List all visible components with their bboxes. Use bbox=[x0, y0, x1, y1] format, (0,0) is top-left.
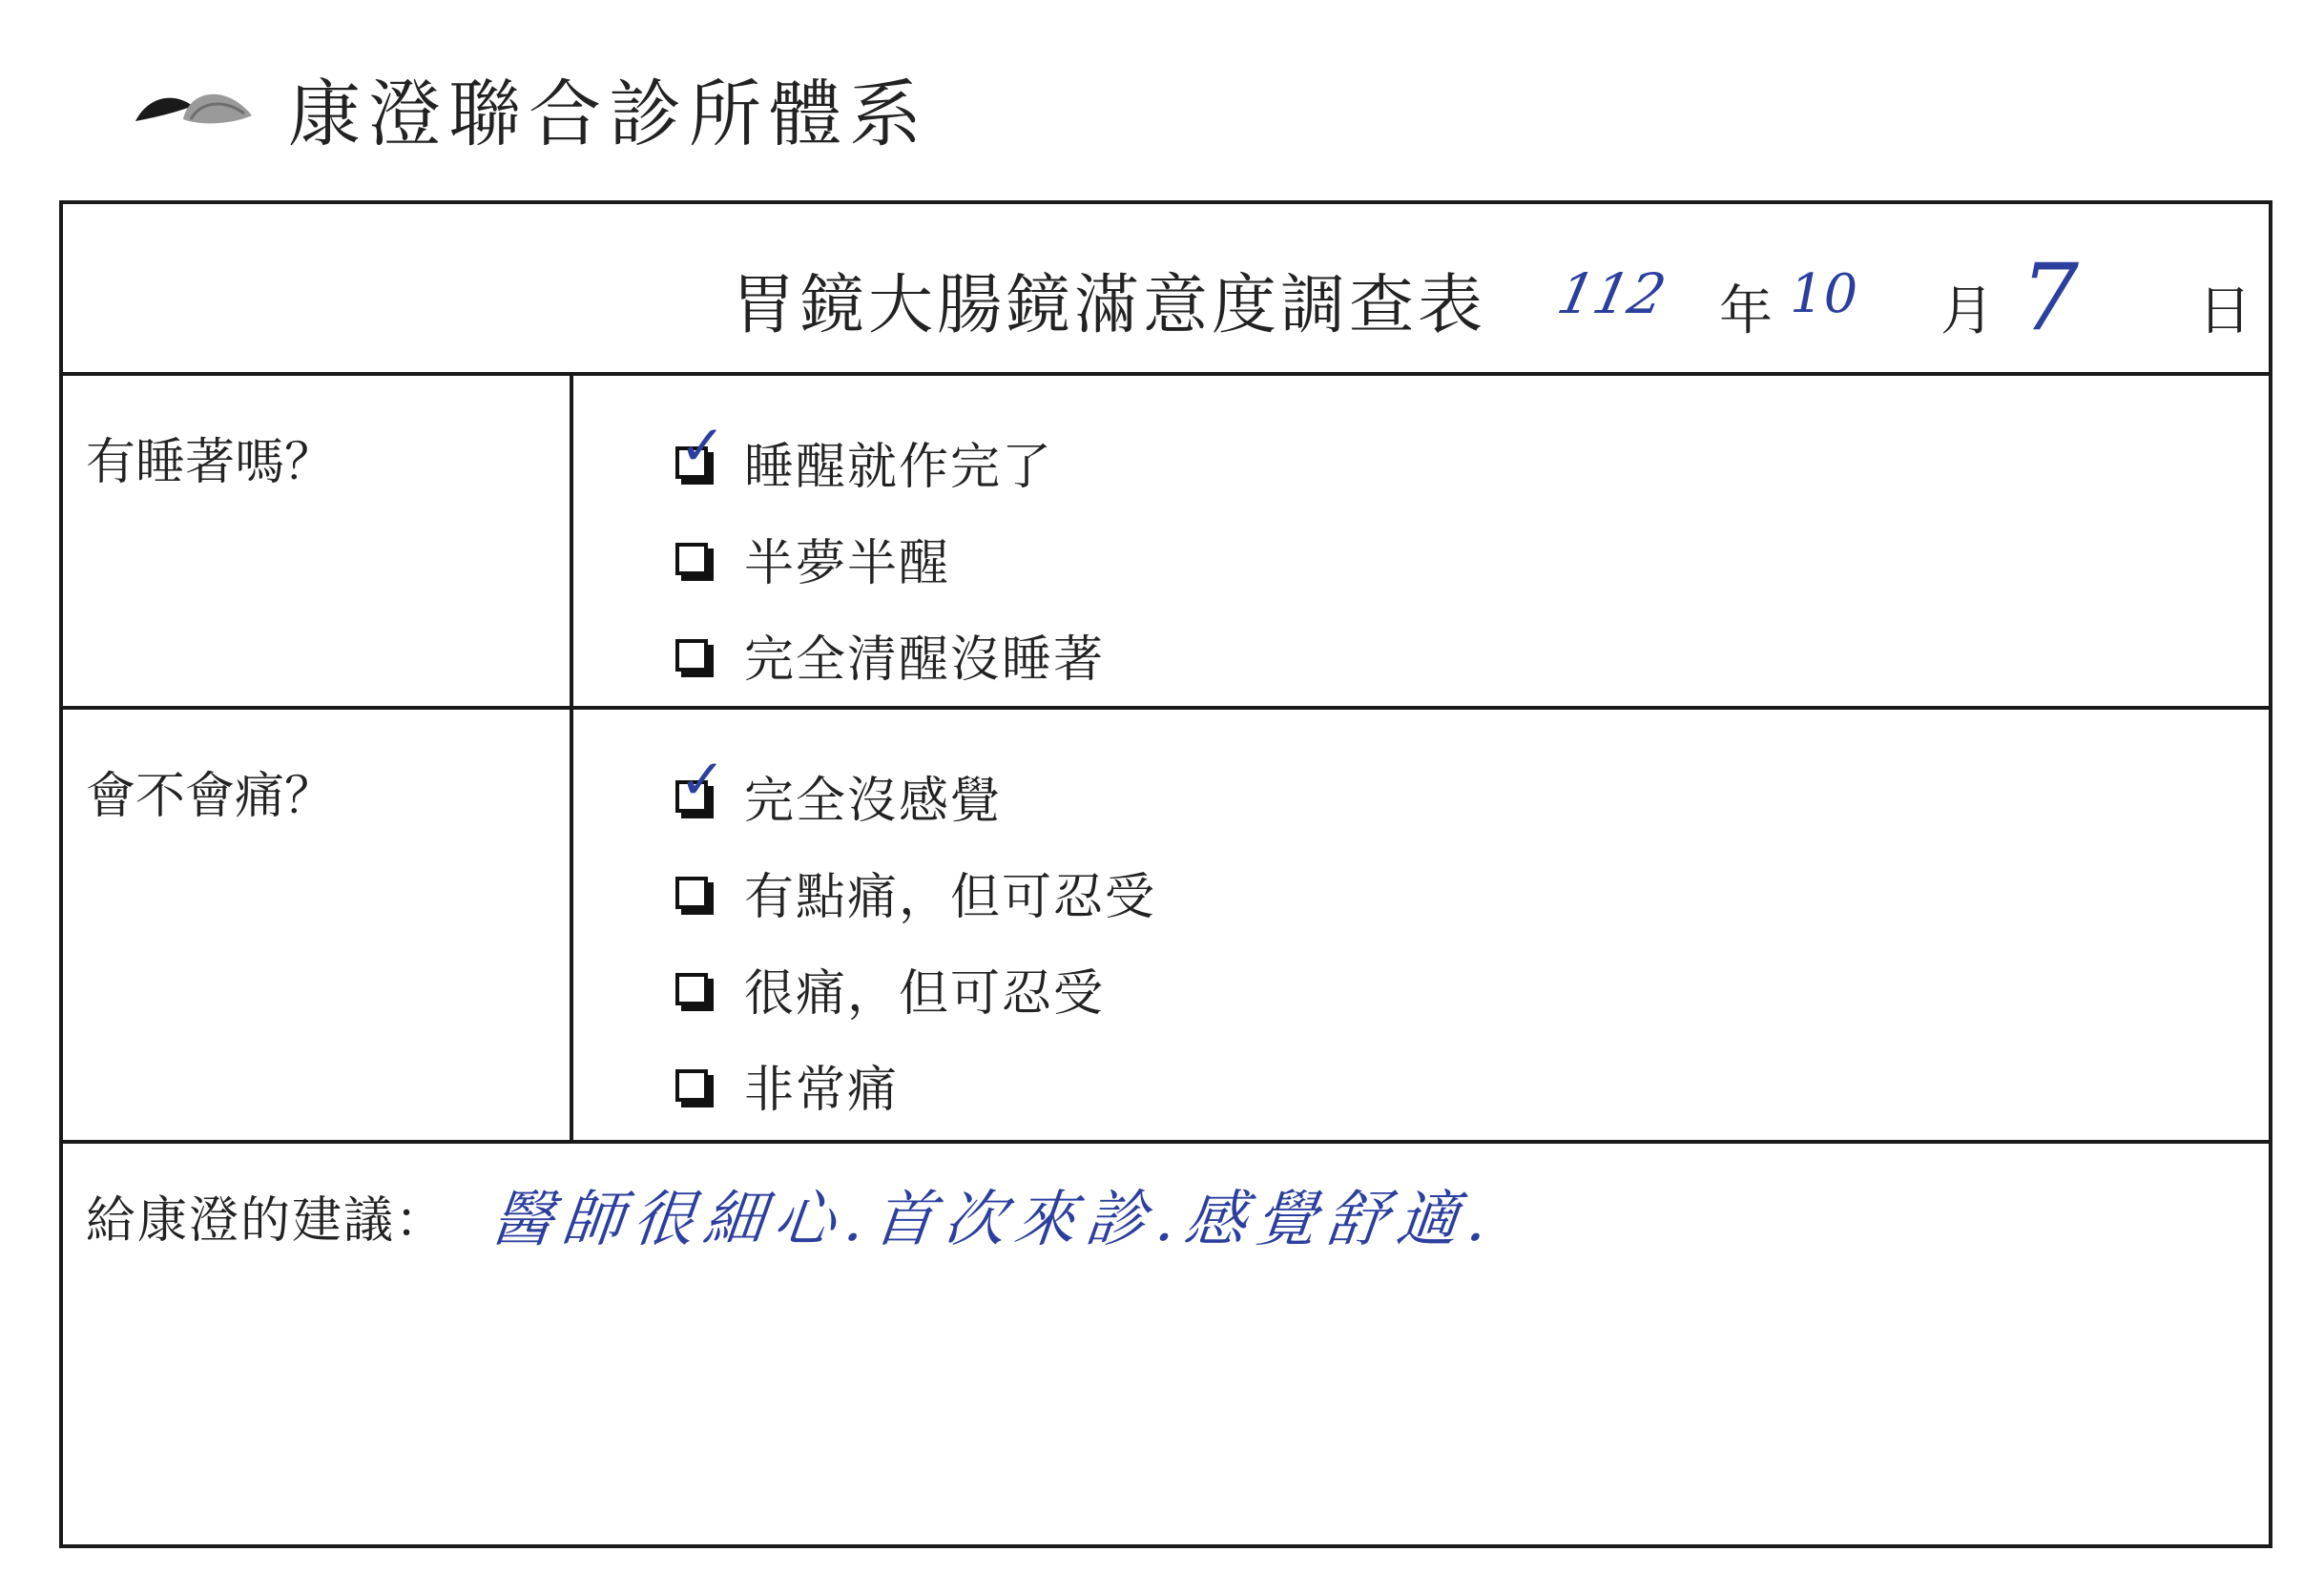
question-sleep-label: 有睡著嗎？ bbox=[86, 434, 335, 491]
suggestion-field[interactable]: 醫師很細心.首次來診.感覺舒適. bbox=[488, 1185, 1501, 1255]
title-row bbox=[63, 204, 2269, 376]
clinic-logo-icon bbox=[134, 77, 256, 138]
option-asleep[interactable] bbox=[675, 414, 1105, 510]
option-very-painful-tolerable[interactable] bbox=[675, 941, 1156, 1037]
clinic-header bbox=[134, 55, 929, 160]
date-year-label: 年 bbox=[1719, 280, 1773, 342]
pain-options bbox=[675, 748, 1156, 1133]
date-day-value[interactable]: 7 bbox=[2021, 244, 2080, 351]
suggestion-label: 給康澄的建議： bbox=[86, 1192, 447, 1250]
option-fully-awake[interactable] bbox=[675, 607, 1105, 703]
option-label: 完全清醒沒睡著 bbox=[744, 631, 1106, 689]
option-label: 睡醒就作完了 bbox=[744, 439, 1054, 496]
checkbox-icon[interactable] bbox=[675, 639, 708, 672]
checkbox-icon[interactable] bbox=[675, 877, 708, 909]
question-pain-label: 會不會痛？ bbox=[86, 768, 335, 825]
question-pain-section bbox=[63, 710, 2269, 1144]
option-slight-pain[interactable] bbox=[675, 844, 1156, 941]
date-month-value[interactable]: 10 bbox=[1790, 263, 1858, 325]
clinic-name: 康澄聯合診所體系 bbox=[288, 71, 929, 156]
option-label: 半夢半醒 bbox=[744, 535, 951, 592]
suggestion-section bbox=[63, 1144, 2269, 1544]
date-day-label: 日 bbox=[2198, 280, 2251, 342]
date-month-label: 月 bbox=[1940, 280, 1994, 342]
check-mark-icon: ✓ bbox=[679, 746, 726, 812]
question-label-cell bbox=[63, 710, 573, 1140]
checkbox-icon[interactable] bbox=[675, 543, 708, 575]
option-label: 非常痛 bbox=[744, 1062, 900, 1119]
checkbox-icon[interactable] bbox=[675, 746, 726, 813]
option-no-feeling[interactable] bbox=[675, 748, 1156, 844]
sleep-options bbox=[675, 414, 1105, 703]
check-mark-icon: ✓ bbox=[679, 412, 726, 478]
checkbox-icon[interactable] bbox=[675, 412, 726, 479]
option-label: 很痛，但可忍受 bbox=[744, 965, 1106, 1023]
date-year-value[interactable]: 112 bbox=[1551, 261, 1671, 326]
survey-form bbox=[59, 200, 2272, 1548]
question-label-cell bbox=[63, 376, 573, 706]
option-extremely-painful[interactable] bbox=[675, 1037, 1156, 1133]
form-title: 胃鏡大腸鏡滿意度調查表 bbox=[731, 268, 1487, 343]
option-label: 完全沒感覺 bbox=[744, 773, 1003, 830]
option-half-asleep[interactable] bbox=[675, 510, 1105, 607]
checkbox-icon[interactable] bbox=[675, 1069, 708, 1102]
option-label: 有點痛，但可忍受 bbox=[744, 869, 1157, 926]
checkbox-icon[interactable] bbox=[675, 973, 708, 1005]
question-sleep-section bbox=[63, 376, 2269, 710]
